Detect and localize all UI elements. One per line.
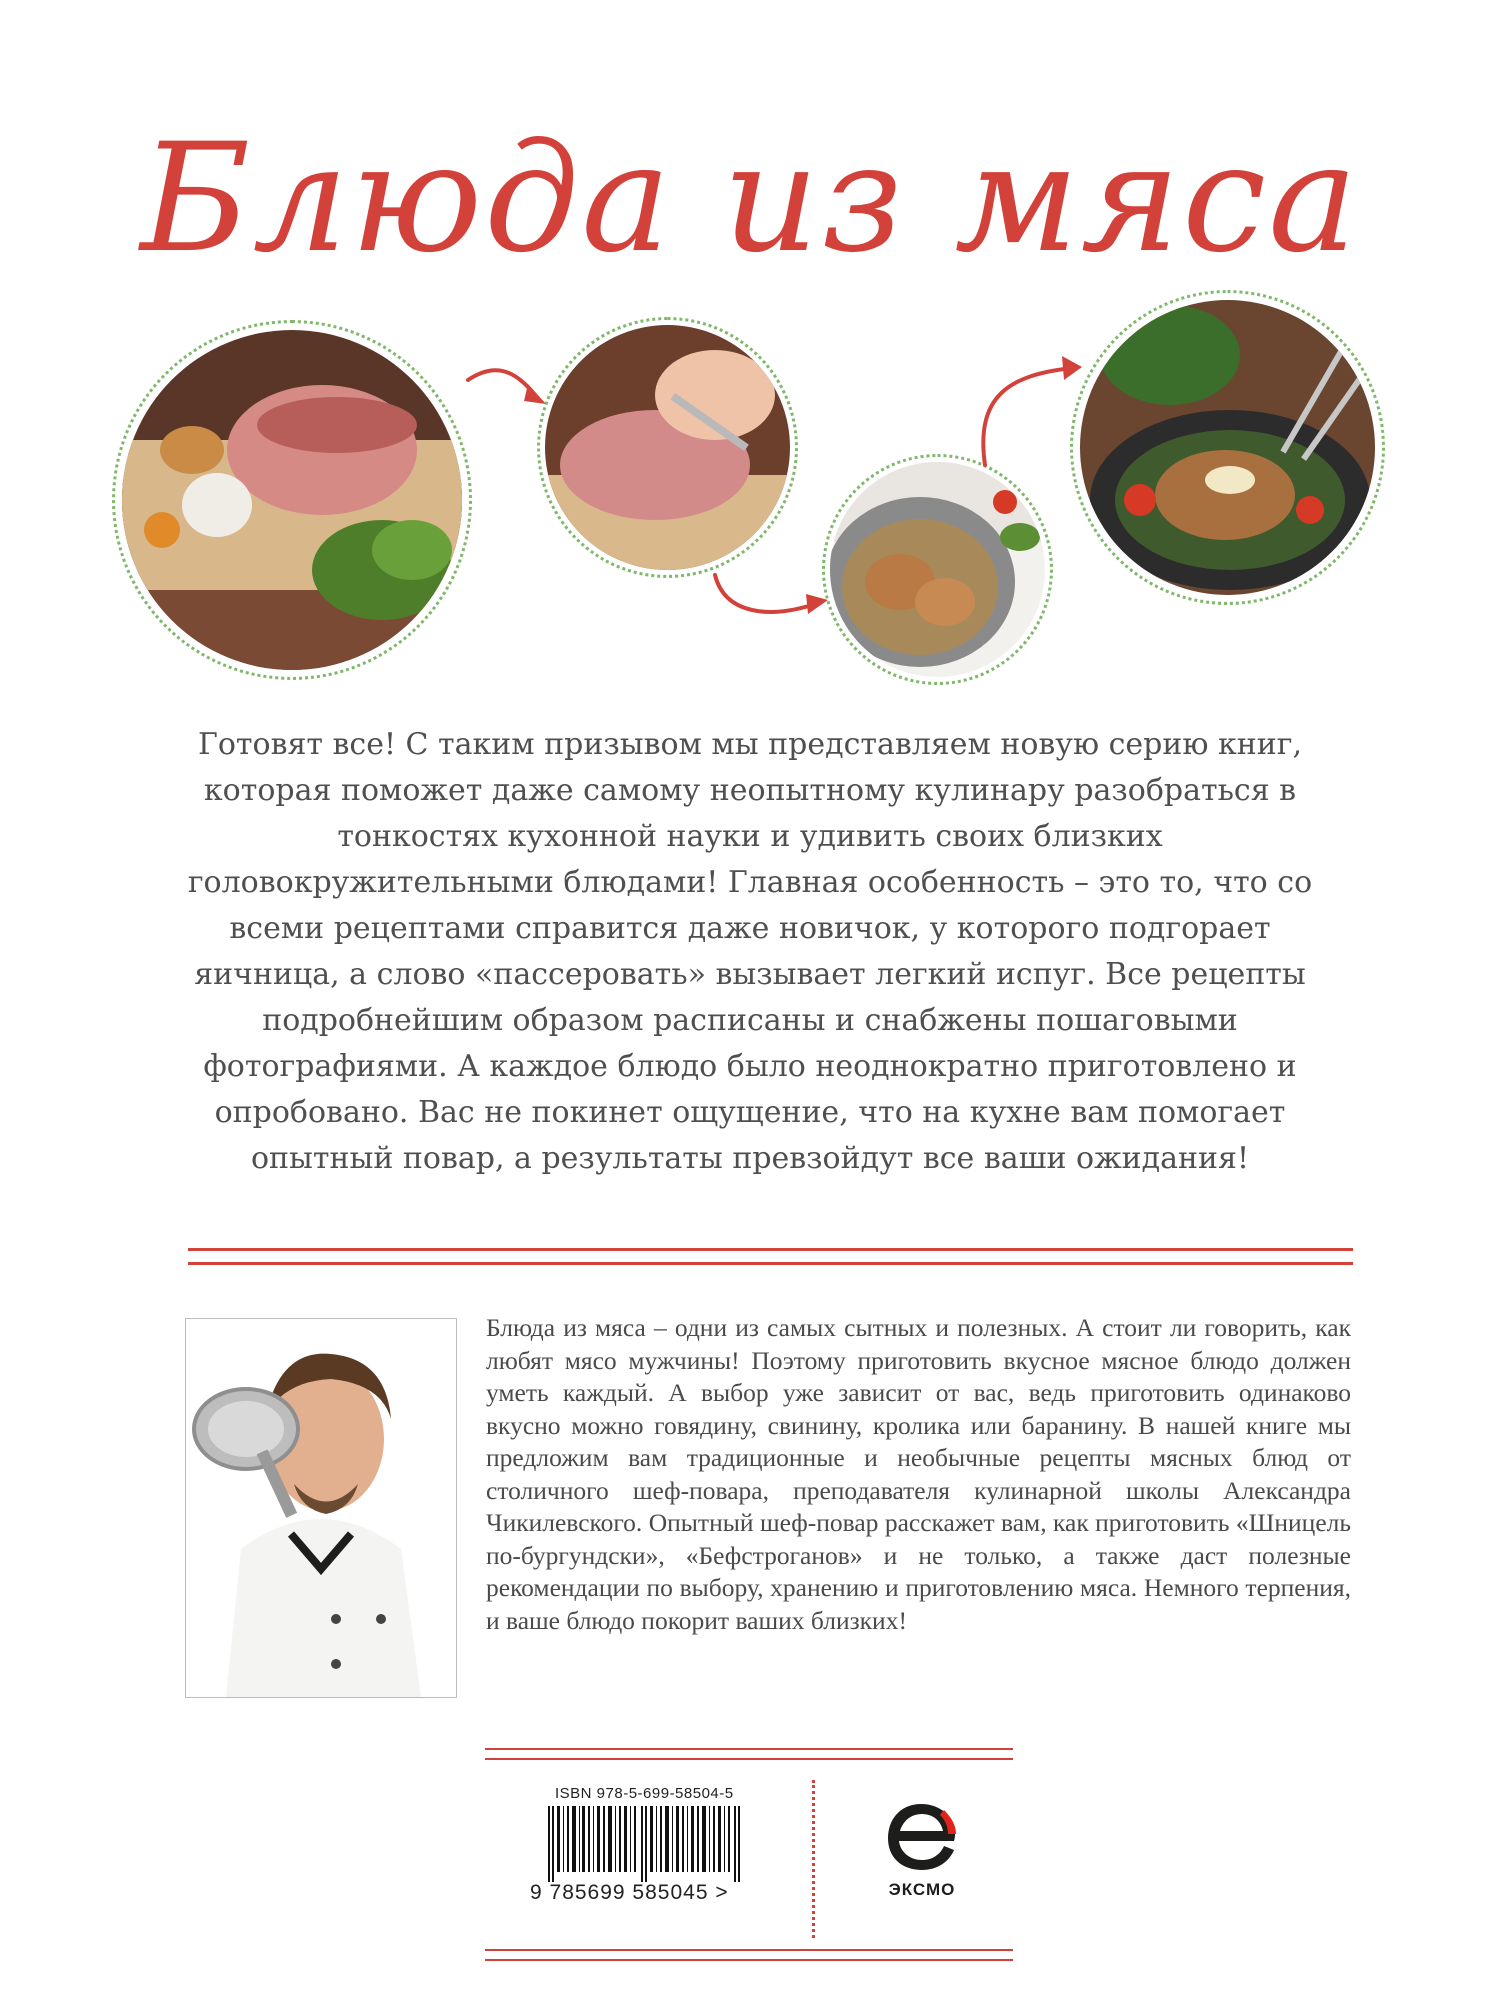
divider-line (188, 1248, 1353, 1251)
photo-cutting (545, 325, 790, 570)
arrow-3-4 (983, 368, 1072, 465)
photo-raw-meat (122, 330, 462, 670)
eksmo-logo-icon (882, 1798, 960, 1876)
barcode (548, 1806, 743, 1882)
divider-line (485, 1959, 1013, 1961)
arrow-2-3 (715, 575, 812, 612)
divider-line (485, 1748, 1013, 1750)
publisher-name: ЭКСМО (888, 1880, 956, 1899)
barcode-digits: 9 785699 585045 > (530, 1881, 729, 1904)
divider-line (485, 1758, 1013, 1760)
chef-image (186, 1319, 456, 1697)
description-text: Блюда из мяса – одни из самых сытных и полезных. А стоит ли говорить, как любят мясо мужчины! Поэтому приготовить вкусное мясное блюдо должен уметь каждый. А выбор уже зависит от вас, ведь приготовить одинаково вкусно можно говядину, свинину, кролика или баранину. В нашей книге мы предложим вам традиционные и необычные рецепты мясных блюд от столичного шеф-повара, преподавателя кулинарной школы Александра Чикилевского. Опытный шеф-повар расскажет вам, как приготовить «Шницель по-бургундски», «Бефстроганов» и не только, а также даст полезные рекомендации по выбору, хранению и приготовлению мяса. Немного терпения, и ваше блюдо покорит ваших близких! (486, 1313, 1351, 1635)
photo-pan (830, 462, 1045, 677)
cutting-image (545, 325, 790, 570)
pan-image (830, 462, 1045, 677)
book-description (486, 1312, 1351, 1637)
plated-dish-image (1080, 300, 1375, 595)
divider-line (485, 1949, 1013, 1951)
arrow-1-2 (468, 370, 535, 395)
photo-plated-dish (1080, 300, 1375, 595)
intro-paragraph: Готовят все! С таким призывом мы представляем новую серию книг, которая поможет даже самому неопытному кулинару разобраться в тонкостях кухонной науки и удивить своих близких головокружительными блюдами! Главная особенность – это то, что со всеми рецептами справится даже новичок, у которого подгорает яичница, а слово «пассеровать» вызывает легкий испуг. Все рецепты подробнейшим образом расписаны и снабжены пошаговыми фотографиями. А каждое блюдо было неоднократно приготовлено и опробовано. Вас не покинет ощущение, что на кухне вам помогает опытный повар, а результаты превзойдут все ваши ожидания! (187, 727, 1313, 1176)
isbn-label: ISBN 978-5-699-58504-5 (555, 1785, 734, 1802)
raw-meat-image (122, 330, 462, 670)
divider-line (188, 1262, 1353, 1265)
title-text: Блюда из мяса (140, 112, 1360, 286)
dotted-separator (812, 1780, 815, 1938)
chef-photo (185, 1318, 457, 1698)
